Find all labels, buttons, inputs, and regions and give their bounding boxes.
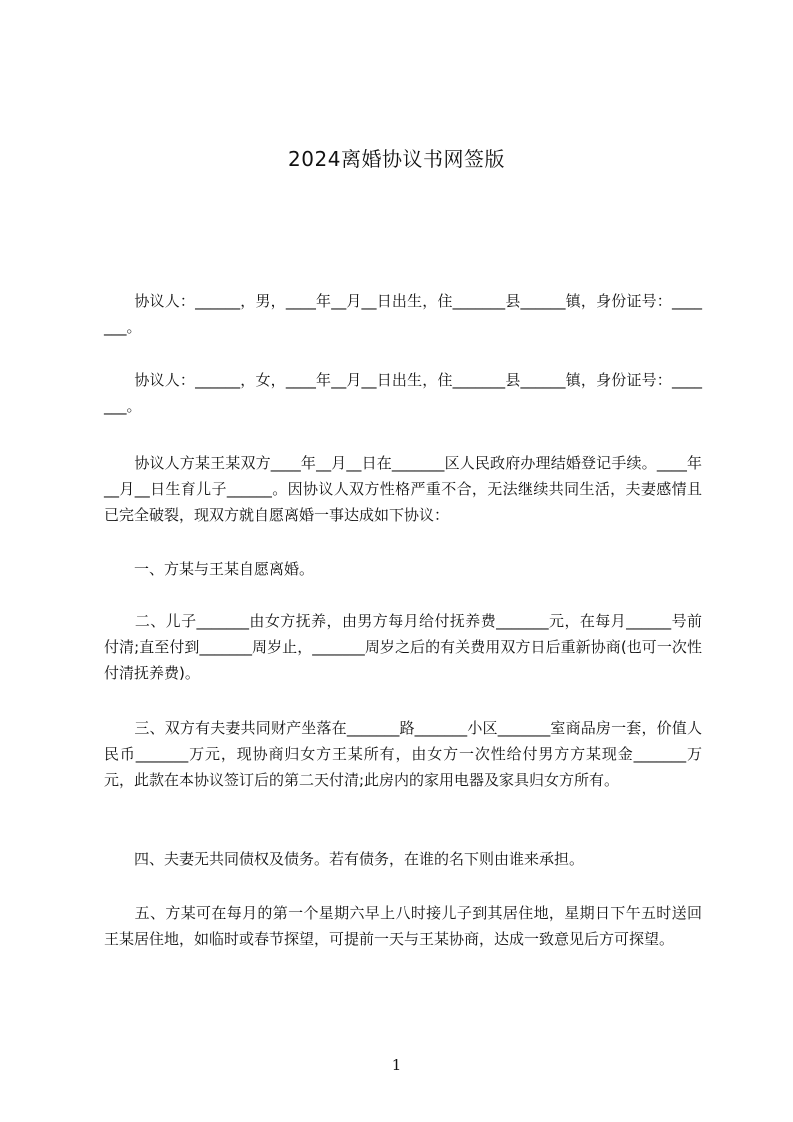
clause-5-paragraph: 五、方某可在每月的第一个星期六早上八时接儿子到其居住地，星期日下午五时送回王某居住地，如临时或春节探望，可提前一天与王某协商，达成一致意见后方可探望。 [104,904,702,948]
clause-1-paragraph: 一、方某与王某自愿离婚。 [104,560,315,578]
clause-3-paragraph: 三、双方有夫妻共同财产坐落在_______路_______小区_______室商品房一套，价值人民币_______万元，现协商归女方王某所有，由女方一次性给付男方方某现金_______万元，此款在本协议签订后的第二天付清;此房内的家用电器及家具归女方所有。 [104,719,702,789]
page-number: 1 [391,1056,402,1074]
clause-4-paragraph: 四、夫妻无共同债权及债务。若有债务，在谁的名下则由谁来承担。 [104,850,585,868]
preamble-paragraph: 协议人方某王某双方____年__月__日在_______区人民政府办理结婚登记手续。____年__月__日生育儿子______。因协议人双方性格严重不合，无法继续共同生活，夫妻感情且已完全破裂，现双方就自愿离婚一事达成如下协议： [104,454,702,524]
page-title: 2024离婚协议书网签版 [288,147,505,171]
party-male-paragraph: 协议人：______，男，____年__月__日出生，住_______县______镇，身份证号：_______。 [104,292,702,336]
party-female-paragraph: 协议人：______，女，____年__月__日出生，住_______县______镇，身份证号：_______。 [104,371,702,415]
clause-2-paragraph: 二、儿子_______由女方抚养，由男方每月给付抚养费_______元，在每月______号前付清;直至付到_______周岁止，_______周岁之后的有关费用双方日后重新协商(也可一次性付清抚养费)。 [104,612,702,682]
